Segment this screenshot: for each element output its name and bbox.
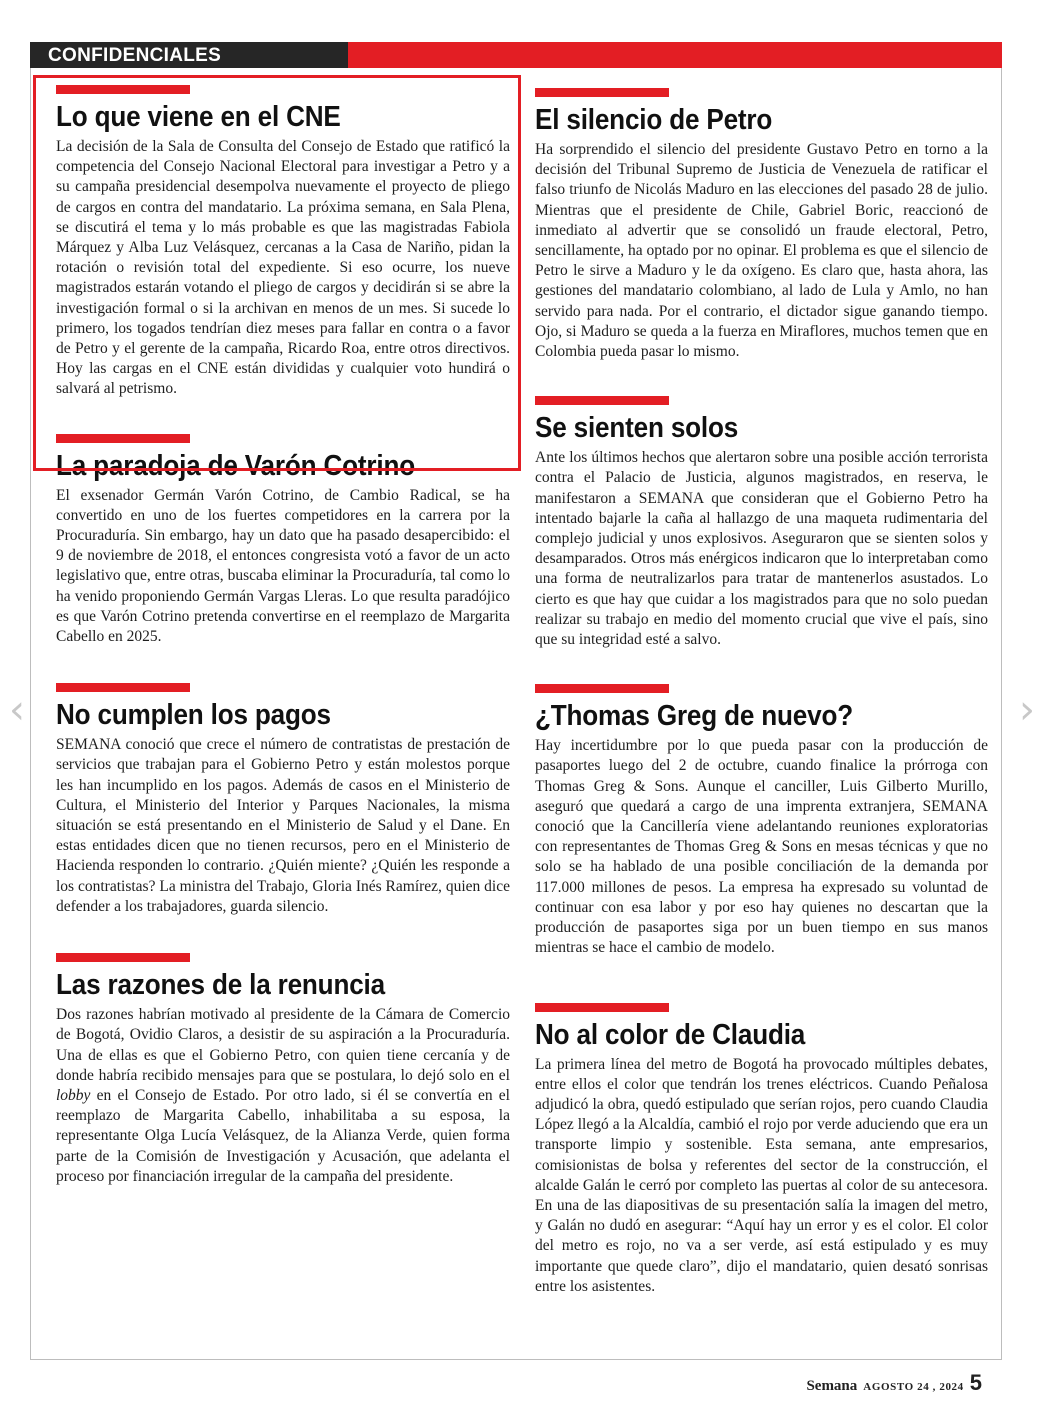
- article-bar: [56, 953, 190, 962]
- chevron-right-icon[interactable]: ›: [1019, 687, 1035, 733]
- article-title: No al color de Claudia: [535, 1018, 806, 1051]
- article-claudia: [535, 1003, 988, 1297]
- article-bar: [56, 434, 190, 443]
- article-bar: [56, 85, 190, 94]
- article-bar: [56, 683, 190, 692]
- article-title: Se sienten solos: [535, 412, 739, 445]
- article-thomas: [535, 684, 988, 958]
- article-title: Las razones de la renuncia: [56, 969, 385, 1002]
- article-body: Ante los últimos hechos que alertaron sobre una posible acción terrorista contra el Palacio de Justicia, algunos magistrados, en reserva, le manifestaron a SEMANA que consideran que el Gobierno Petro ha intentado bajarle la caña al hallazgo de una maqueta rudimentaria del complejo judicial y unos explosivos. Aseguraron que se sienten solos y desamparados. Otros más enérgicos indicaron que lo interpretaban como una forma de neutralizarlos para tratar de mantenerlos asustados. Lo cierto es que hay que cuidar a los magistrados para que no solo puedan realizar su trabajo en medio del momento crucial que vive el país, sino que su integridad esté a salvo.: [535, 449, 988, 649]
- article-bar: [535, 396, 669, 405]
- article-body: Dos razones habrían motivado al presidente de la Cámara de Comercio de Bogotá, Ovidio Claros, a desistir de su aspiración a la Procuraduría. Una de ellas es que el Gobierno Petro, con quien tiene cercanía y de donde habría recibido mensajes para que se postulara, lo dejó solo en el lobby en el Consejo de Estado. Por otro lado, si él se convertía en el reemplazo de Margarita Cabello, inhabilitaba a su esposa, la representante Olga Lucía Velásquez, de la Alianza Verde, quien forma parte de la Comisión de Investigación y Acusación, que adelanta el proceso por financiación irregular de la campaña del presidente.: [56, 1006, 510, 1185]
- article-bar: [535, 1003, 669, 1012]
- article-bar: [535, 88, 669, 97]
- article-title: ¿Thomas Greg de nuevo?: [535, 700, 853, 733]
- left-column: [56, 85, 510, 1187]
- article-title: El silencio de Petro: [535, 104, 773, 136]
- page-footer: [806, 1370, 982, 1396]
- right-column: [535, 88, 988, 1297]
- page-number: 5: [969, 1370, 982, 1395]
- section-header: [30, 42, 1002, 68]
- section-label: CONFIDENCIALES: [30, 42, 348, 68]
- article-title: Lo que viene en el CNE: [56, 101, 341, 133]
- chevron-left-icon[interactable]: ‹: [9, 687, 25, 733]
- article-renuncia: [56, 953, 510, 1187]
- article-body: El exsenador Germán Varón Cotrino, de Cambio Radical, se ha convertido en uno de los fuertes competidores en la carrera por la Procuraduría. Sin embargo, hay un dato que ha pasado desapercibido: el 9 de noviembre de 2018, el entonces congresista votó a favor de un acto legislativo que, entre otras, buscaba eliminar la Procuraduría, tal como lo ha venido proponiendo Germán Vargas Lleras. Lo que resulta paradójico es que Varón Cotrino pretenda convertirse en el reemplazo de Margarita Cabello en 2025.: [56, 486, 510, 646]
- article-body: La primera línea del metro de Bogotá ha provocado múltiples debates, entre ellos el color que tendrán los trenes eléctricos. Cuando Peñalosa adjudicó la obra, quedó estipulado que serían rojos, pero cuando Claudia López llegó a la Alcaldía, cambió el rojo por verde aduciendo que era un transporte limpio y sostenible. Esta semana, ante empresarios, comisionistas de bolsa y referentes del sector de la construcción, el alcalde Galán le cerró por completo las puertas al color de su antecesora. En una de las diapositivas de su presentación salía la imagen del metro, y Galán no dudó en asegurar: “Aquí hay un error y es el color. El color del metro es rojo, no va a ser verde, así está estipulado y es muy importante que quede claro”, dijo el mandatario, quien desató sonrisas entre los asistentes.: [535, 1055, 988, 1295]
- article-title: No cumplen los pagos: [56, 699, 331, 732]
- article-solos: [535, 396, 988, 650]
- article-body: Hay incertidumbre por lo que pueda pasar con la producción de pasaportes luego del 2 de octubre, cuando finalice la prórroga con Thomas Greg & Sons. Aunque el canciller, Luis Gilberto Murillo, aseguró que quedará a cargo de una imprenta extranjera, SEMANA conoció que la Cancillería viene adelantando reuniones exploratorias con representantes de Thomas Greg & Sons en mesas técnicas y que no solo se ha hablado de una posible conciliación de la demanda por 117.000 millones de pesos. La empresa ha expresado su voluntad de continuar con esa labor y por eso hay quienes no descartan que la producción de pasaportes siga por un buen tiempo en sus manos mientras se hace el cambio de modelo.: [535, 737, 988, 957]
- article-body: La decisión de la Sala de Consulta del Consejo de Estado que ratificó la competencia del Consejo Nacional Electoral para investigar a Petro y a su campaña presidencial desempolva nuevamente el proyecto de pliego de cargos en contra del mandatario. La próxima semana, en Sala Plena, se discutirá el tema y lo más probable es que las magistradas Fabiola Márquez y Alba Luz Velásquez, cercanas a la Casa de Nariño, pidan la rotación o revisión total del expediente. Si eso ocurre, los nueve magistrados estarán votando el pliego de cargos y decidirán si se abre la investigación formal o si la archivan en menos de un mes. Si sucede lo primero, los togados tendrían diez meses para fallar en contra o a favor de Petro y el gerente de la campaña, Ricardo Roa, entre otros directivos. Hoy las cargas en el CNE están divididas y cualquier voto hundirá o salvará al petrismo.: [56, 138, 510, 398]
- article-body: Ha sorprendido el silencio del presidente Gustavo Petro en torno a la decisión del Tribunal Supremo de Justicia de Venezuela de ratificar el falso triunfo de Nicolás Maduro en las elecciones del pasado 28 de julio. Mientras que el presidente de Chile, Gabriel Boric, reaccionó de inmediato al advertir que se consolidó un fraude electoral, Petro, sencillamente, ha optado por no opinar. El problema es que el silencio de Petro le sirve a Maduro y le da oxígeno. Es claro que, hasta ahora, las gestiones del mandatario colombiano, al lado de Lula y Amlo, no han servido para nada. Por el contrario, el dictador sigue ganando tiempo. Ojo, si Maduro se queda a la fuerza en Miraflores, muchos temen que en Colombia pueda pasar lo mismo.: [535, 141, 988, 361]
- article-title: La paradoja de Varón Cotrino: [56, 449, 415, 482]
- issue-date: AGOSTO 24 , 2024: [863, 1381, 964, 1393]
- article-silencio: [535, 88, 988, 362]
- article-pagos: [56, 683, 510, 917]
- article-varon: [56, 434, 510, 648]
- article-cne: [56, 85, 510, 400]
- emphasis-lobby: lobby: [56, 1086, 91, 1104]
- article-body: SEMANA conoció que crece el número de contratistas de prestación de servicios que trabajan para el Gobierno Petro y están molestos porque les han incumplido en los pagos. Además de casos en el Ministerio de Cultura, el Ministerio del Interior y Parques Nacionales, la misma situación se está presentando en el Ministerio de Salud y el Dane. En estas entidades dicen que no tienen recursos, pero en el Ministerio de Hacienda responden lo contrario. ¿Quién miente? ¿Quién les responde a los contratistas? La ministra del Trabajo, Gloria Inés Ramírez, quien dice defender a los trabajadores, guarda silencio.: [56, 736, 510, 915]
- article-bar: [535, 684, 669, 693]
- magazine-name: Semana: [806, 1378, 858, 1394]
